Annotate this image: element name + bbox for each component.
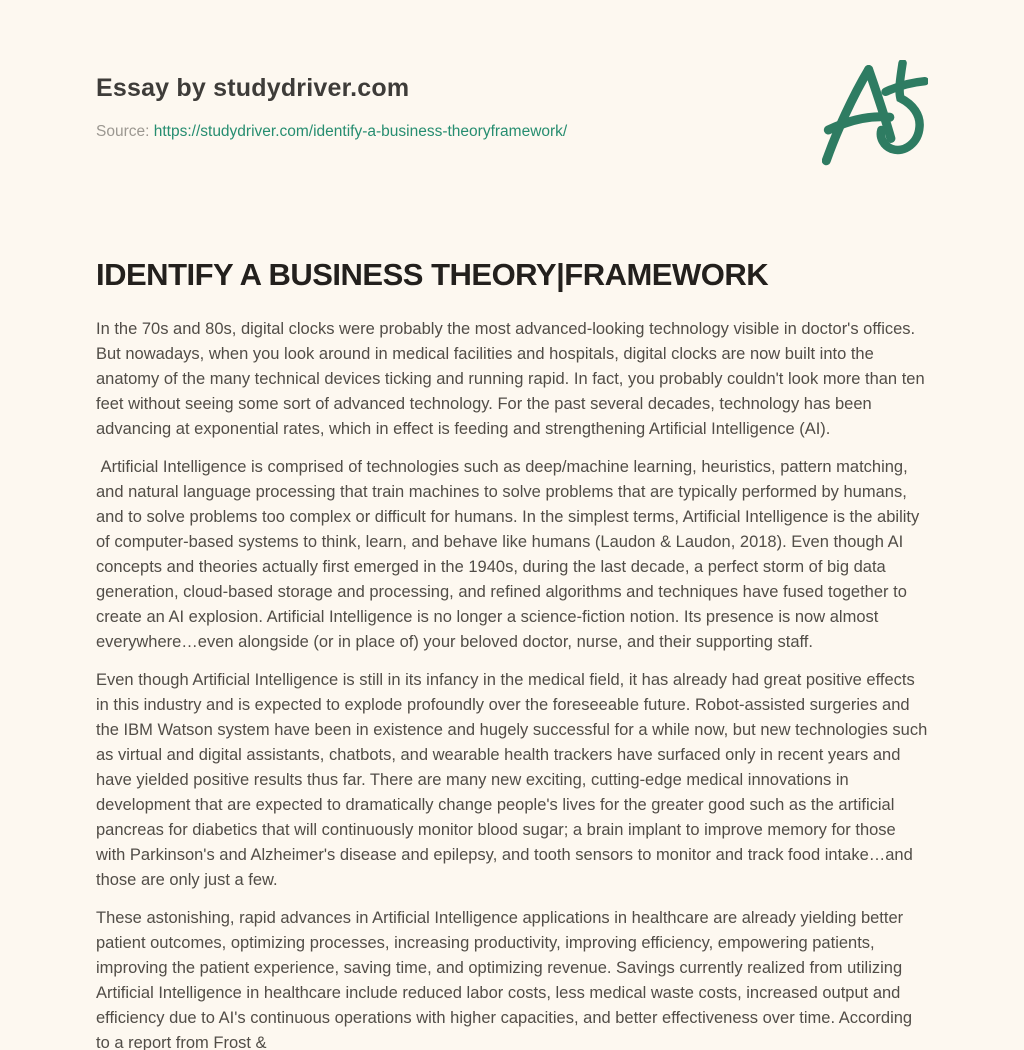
source-label: Source: — [96, 122, 150, 140]
essay-paragraph-1: In the 70s and 80s, digital clocks were probably the most advanced-looking technology visible in doctor's offices. But nowadays, when you look around in medical facilities and hospitals, digital clocks are now built into the anatomy of the many technical devices ticking and running rapid. In fact, you probably couldn't look more than ten feet without seeing some sort of advanced technology. For the past several decades, technology has been advancing at exponential rates, which in effect is feeding and strengthening Artificial Intelligence (AI). — [96, 319, 930, 438]
essay-paragraph-3: Even though Artificial Intelligence is still in its infancy in the medical field, it has already had great positive effects in this industry and is expected to explode profoundly over the foreseeable future. Robot-assisted surgeries and the IBM Watson system have been in existence and hugely successful for a while now, but new technologies such as virtual and digital assistants, chatbots, and wearable health trackers have surfaced only in recent years and have yielded positive results thus far. There are many new exciting, cutting-edge medical innovations in development that are expected to dramatically change people's lives for the greater good such as the artificial pancreas for diabetics that will continuously monitor blood sugar; a brain implant to improve memory for those with Parkinson's and Alzheimer's disease and epilepsy, and tooth sensors to monitor and track food intake…and those are only just a few. — [96, 670, 932, 889]
essay-body — [96, 317, 932, 1050]
source-line — [96, 123, 928, 142]
studydriver-logo — [822, 60, 928, 166]
essay-title: IDENTIFY A BUSINESS THEORY|FRAMEWORK — [96, 257, 769, 293]
essay-paragraph-2: Artificial Intelligence is comprised of technologies such as deep/machine learning, heuristics, pattern matching, and natural language processing that train machines to solve problems that are typically performed by humans, and to solve problems too complex or difficult for humans. In the simplest terms, Artificial Intelligence is the ability of computer-based systems to think, learn, and behave like humans (Laudon & Laudon, 2018). Even though AI concepts and theories actually first emerged in the 1940s, during the last decade, a perfect storm of big data generation, cloud-based storage and processing, and refined algorithms and techniques have fused together to create an AI explosion. Artificial Intelligence is no longer a science-fiction notion. Its presence is now almost everywhere…even alongside (or in place of) your beloved doctor, nurse, and their supporting staff. — [96, 457, 924, 651]
page-title: Essay by studydriver.com — [96, 74, 410, 102]
a-plus-logo-icon — [822, 60, 928, 166]
source-link[interactable]: https://studydriver.com/identify-a-business-theoryframework/ — [153, 122, 568, 140]
essay-paragraph-4: These astonishing, rapid advances in Artificial Intelligence applications in healthcare are already yielding better patient outcomes, optimizing processes, increasing productivity, improving efficiency, empowering patients, improving the patient experience, saving time, and optimizing revenue. Savings currently realized from utilizing Artificial Intelligence in healthcare include reduced labor costs, less medical waste costs, increased output and efficiency due to AI's continuous operations with higher capacities, and better effectiveness over time. According to a report from Frost & — [96, 908, 917, 1050]
